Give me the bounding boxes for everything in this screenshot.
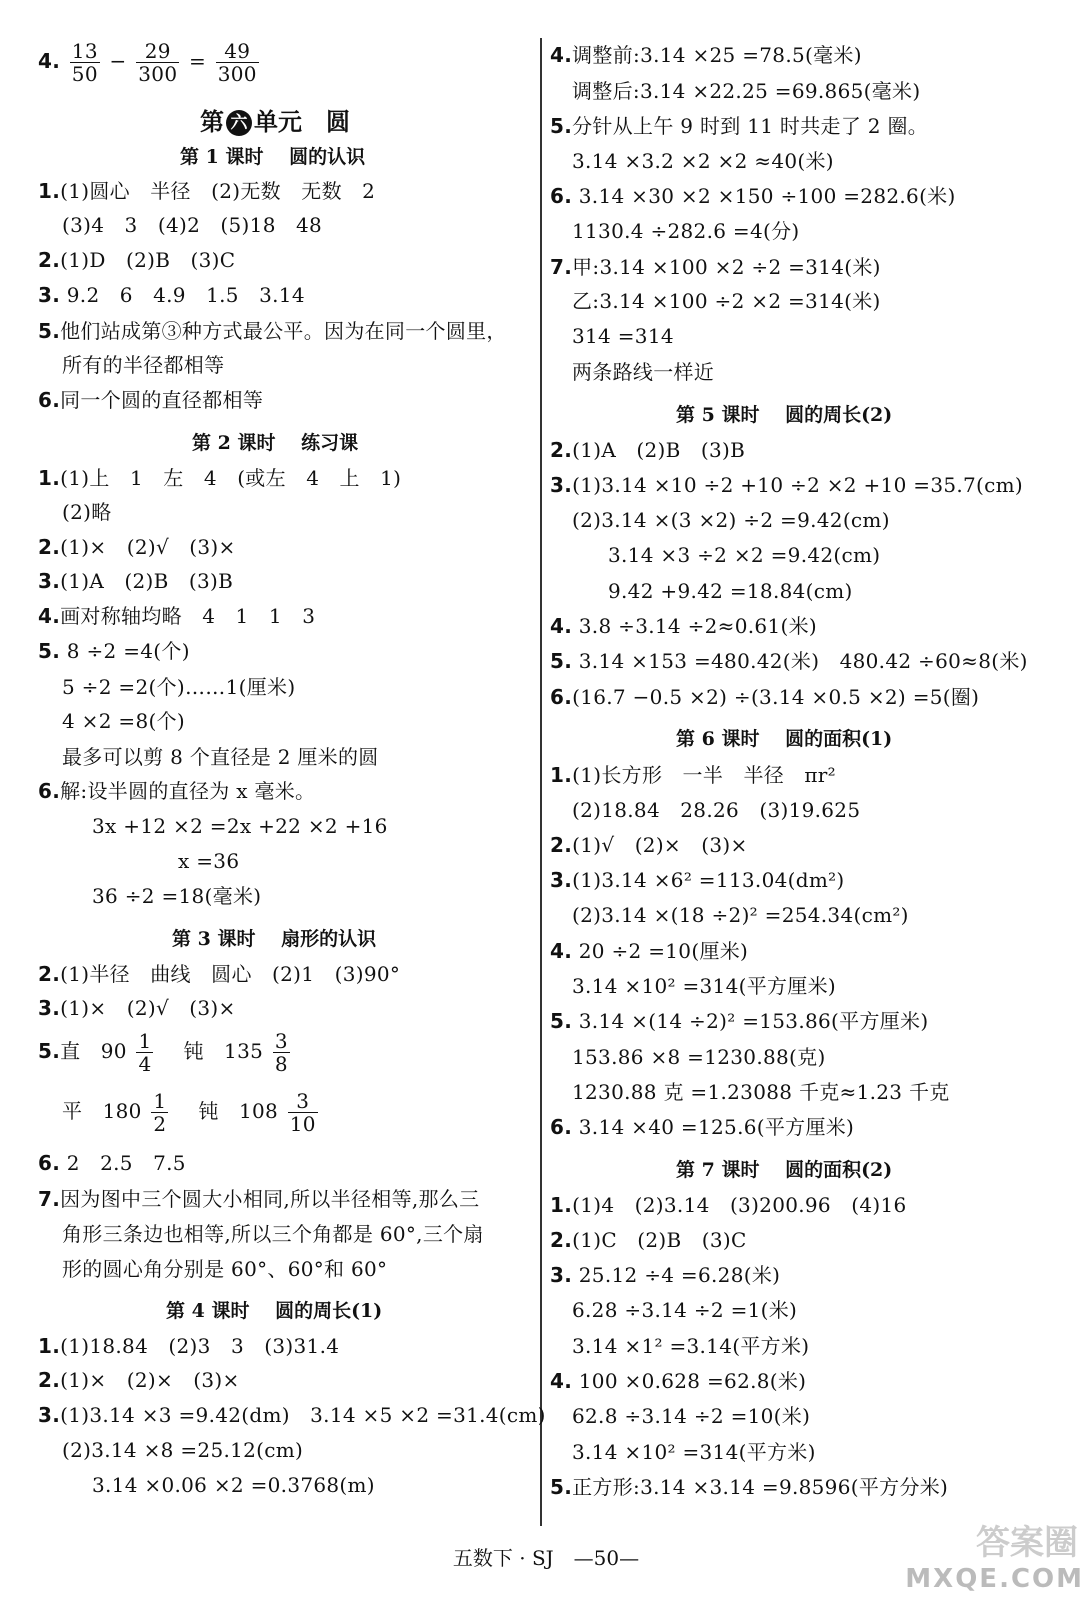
answer-line: 3.14 ×3 ÷2 ×2 =9.42(cm) bbox=[608, 543, 881, 567]
answer-line: 6.28 ÷3.14 ÷2 =1(米) bbox=[572, 1298, 798, 1322]
answer-line: 4. $\frac{13}{50}$ − $\frac{29}{300}$ = $\frac{49}{300}$ bbox=[38, 39, 257, 86]
answer-line: 36 ÷2 =18(毫米) bbox=[92, 884, 262, 908]
fraction: $\frac{1}{4}$ bbox=[138, 1029, 152, 1076]
answer-line: 3.(1)3.14 ×6² =113.04(dm²) bbox=[550, 868, 845, 892]
answer-line: 4. 100 ×0.628 =62.8(米) bbox=[550, 1369, 807, 1393]
answer-line: 1.(1)圆心 半径 (2)无数 无数 2 bbox=[38, 179, 376, 203]
answer-line: x =36 bbox=[178, 849, 240, 873]
answer-line: (2)3.14 ×(3 ×2) ÷2 =9.42(cm) bbox=[572, 508, 890, 532]
answer-line: (3)4 3 (4)2 (5)18 48 bbox=[62, 213, 323, 237]
fraction: $\frac{13}{50}$ bbox=[71, 39, 98, 86]
lesson-heading: 第 5 课时 圆的周长(2) bbox=[676, 404, 893, 426]
answer-line: 6. 3.14 ×40 =125.6(平方厘米) bbox=[550, 1115, 855, 1139]
answer-line: 2.(1)D (2)B (3)C bbox=[38, 248, 236, 272]
answer-line: 2.(1)A (2)B (3)B bbox=[550, 438, 746, 462]
answer-line: 153.86 ×8 =1230.88(克) bbox=[572, 1045, 826, 1069]
answer-line: 2.(1)√ (2)× (3)× bbox=[550, 833, 748, 857]
answer-line: 1.(1)4 (2)3.14 (3)200.96 (4)16 bbox=[550, 1193, 907, 1217]
answer-line: 3.14 ×0.06 ×2 =0.3768(m) bbox=[92, 1473, 375, 1497]
answer-line: 3. 25.12 ÷4 =6.28(米) bbox=[550, 1263, 781, 1287]
answer-line: (2)3.14 ×(18 ÷2)² =254.34(cm²) bbox=[572, 903, 909, 927]
answer-line: 1230.88 克 =1.23088 千克≈1.23 千克 bbox=[572, 1080, 950, 1104]
answer-line: 3.(1)3.14 ×3 =9.42(dm) 3.14 ×5 ×2 =31.4(cm) bbox=[38, 1403, 546, 1427]
answer-line: 5.直 90 $\frac{1}{4}$ 钝 135 $\frac{3}{8}$ bbox=[38, 1029, 288, 1076]
answer-line: 1.(1)长方形 一半 半径 πr² bbox=[550, 763, 836, 787]
answer-line: 形的圆心角分别是 60°、60°和 60° bbox=[62, 1257, 388, 1281]
answer-line: 2.(1)× (2)× (3)× bbox=[38, 1368, 240, 1392]
fraction: $\frac{3}{8}$ bbox=[274, 1029, 288, 1076]
watermark: MXQE.COM bbox=[905, 1564, 1084, 1594]
answer-line: 6.解:设半圆的直径为 x 毫米。 bbox=[38, 779, 316, 803]
answer-line: 3.(1)A (2)B (3)B bbox=[38, 569, 234, 593]
answer-line: 4.调整前:3.14 ×25 =78.5(毫米) bbox=[550, 43, 862, 67]
answer-line: 6.(16.7 −0.5 ×2) ÷(3.14 ×0.5 ×2) =5(圈) bbox=[550, 685, 980, 709]
page-footer: 五数下 · SJ —50— bbox=[452, 1546, 640, 1570]
answer-line: 5.他们站成第③种方式最公平。因为在同一个圆里， bbox=[38, 319, 507, 343]
answer-line: (2)3.14 ×8 =25.12(cm) bbox=[62, 1438, 304, 1462]
fraction: $\frac{1}{2}$ bbox=[153, 1089, 167, 1136]
watermark-logo: 答案圈 bbox=[976, 1523, 1078, 1563]
answer-line: 最多可以剪 8 个直径是 2 厘米的圆 bbox=[62, 745, 379, 769]
answer-line: (2)18.84 28.26 (3)19.625 bbox=[572, 798, 861, 822]
answer-line: 7.因为图中三个圆大小相同,所以半径相等,那么三 bbox=[38, 1187, 480, 1211]
fraction: $\frac{3}{10}$ bbox=[289, 1089, 316, 1136]
answer-line: 3.14 ×3.2 ×2 ×2 ≈40(米) bbox=[572, 149, 834, 173]
answer-line: 2.(1)半径 曲线 圆心 (2)1 (3)90° bbox=[38, 962, 401, 986]
answer-line: 4. 20 ÷2 =10(厘米) bbox=[550, 939, 749, 963]
lesson-heading: 第 7 课时 圆的面积(2) bbox=[676, 1159, 893, 1181]
answer-line: 6. 2 2.5 7.5 bbox=[38, 1151, 186, 1175]
answer-line: 2.(1)× (2)√ (3)× bbox=[38, 535, 236, 559]
answer-line: 6.同一个圆的直径都相等 bbox=[38, 388, 264, 412]
answer-line: 5.正方形:3.14 ×3.14 =9.8596(平方分米) bbox=[550, 1475, 949, 1499]
answer-line: 3.14 ×10² =314(平方厘米) bbox=[572, 974, 837, 998]
answer-line: 1.(1)上 1 左 4 (或左 4 上 1) bbox=[38, 466, 402, 490]
answer-line: 4 ×2 =8(个) bbox=[62, 709, 186, 733]
answer-line: 3.(1)× (2)√ (3)× bbox=[38, 996, 236, 1020]
answer-line: 3x +12 ×2 =2x +22 ×2 +16 bbox=[92, 814, 388, 838]
lesson-heading: 第 6 课时 圆的面积(1) bbox=[676, 728, 893, 750]
answer-line: 角形三条边也相等,所以三个角都是 60°,三个扇 bbox=[62, 1222, 484, 1246]
answer-line: (2)略 bbox=[62, 500, 112, 524]
fraction: $\frac{29}{300}$ bbox=[138, 39, 178, 86]
answer-line: 5.分针从上午 9 时到 11 时共走了 2 圈。 bbox=[550, 114, 929, 138]
unit-number-badge: 六 bbox=[226, 110, 252, 136]
answer-line: 5. 3.14 ×(14 ÷2)² =153.86(平方厘米) bbox=[550, 1009, 929, 1033]
answer-line: 调整后:3.14 ×22.25 =69.865(毫米) bbox=[572, 79, 921, 103]
answer-line: 62.8 ÷3.14 ÷2 =10(米) bbox=[572, 1404, 811, 1428]
answer-line: 两条路线一样近 bbox=[572, 360, 715, 384]
fraction: $\frac{49}{300}$ bbox=[217, 39, 257, 86]
answer-line: 4. 3.8 ÷3.14 ÷2≈0.61(米) bbox=[550, 614, 817, 638]
question-number: 4. bbox=[38, 49, 61, 73]
answer-line: 314 =314 bbox=[572, 324, 674, 348]
answer-line: 3.14 ×1² =3.14(平方米) bbox=[572, 1334, 810, 1358]
answer-line: 1130.4 ÷282.6 =4(分) bbox=[572, 219, 800, 243]
lesson-heading: 第 1 课时 圆的认识 bbox=[180, 146, 366, 168]
answer-line: 3.14 ×10² =314(平方米) bbox=[572, 1440, 816, 1464]
answer-line: 5. 3.14 ×153 =480.42(米) 480.42 ÷60≈8(米) bbox=[550, 649, 1028, 673]
lesson-heading: 第 4 课时 圆的周长(1) bbox=[166, 1300, 383, 1322]
answer-line: 所有的半径都相等 bbox=[62, 353, 225, 377]
lesson-heading: 第 2 课时 练习课 bbox=[192, 432, 359, 454]
answer-line: 乙:3.14 ×100 ÷2 ×2 =314(米) bbox=[572, 289, 881, 313]
answer-line: 5. 8 ÷2 =4(个) bbox=[38, 639, 190, 663]
answer-line: 9.42 +9.42 =18.84(cm) bbox=[608, 579, 853, 603]
answer-line: 平 180 $\frac{1}{2}$ 钝 108 $\frac{3}{10}$ bbox=[62, 1089, 316, 1136]
answer-line: 6. 3.14 ×30 ×2 ×150 ÷100 =282.6(米) bbox=[550, 184, 956, 208]
column-divider bbox=[540, 38, 542, 1526]
answer-line: 1.(1)18.84 (2)3 3 (3)31.4 bbox=[38, 1334, 340, 1358]
answer-line: 2.(1)C (2)B (3)C bbox=[550, 1228, 747, 1252]
answer-line: 5 ÷2 =2(个)……1(厘米) bbox=[62, 675, 296, 699]
answer-line: 3. 9.2 6 4.9 1.5 3.14 bbox=[38, 283, 305, 307]
answer-line: 4.画对称轴均略 4 1 1 3 bbox=[38, 604, 316, 628]
answer-line: 3.(1)3.14 ×10 ÷2 +10 ÷2 ×2 +10 =35.7(cm) bbox=[550, 473, 1024, 497]
lesson-heading: 第 3 课时 扇形的认识 bbox=[172, 928, 377, 950]
unit-title: 第 六 单元 圆 bbox=[200, 107, 350, 136]
answer-line: 7.甲:3.14 ×100 ×2 ÷2 =314(米) bbox=[550, 255, 881, 279]
